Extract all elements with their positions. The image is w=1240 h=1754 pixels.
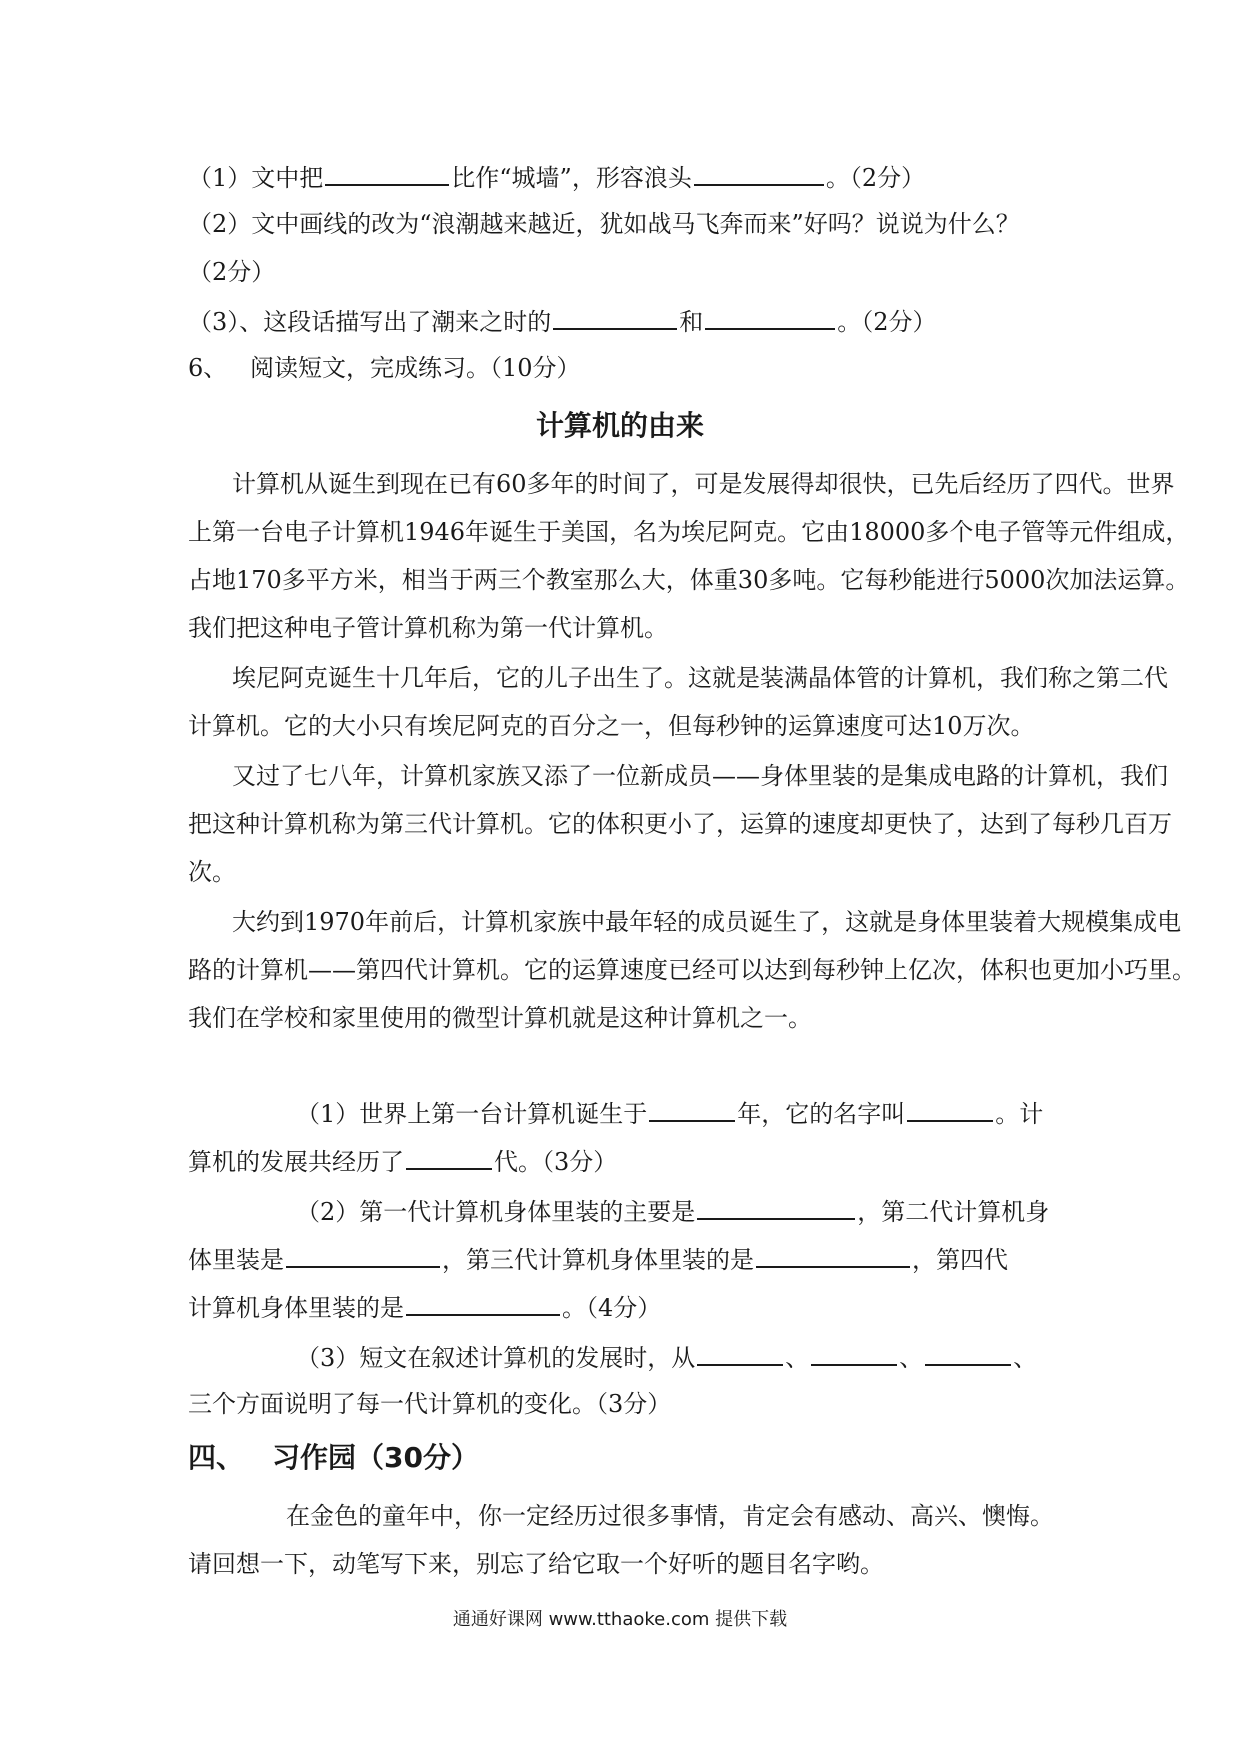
section4-title: 习作园（30分）: [272, 1441, 479, 1474]
q5-sub3-text-b: 和: [679, 308, 704, 336]
q5-sub1: [188, 160, 925, 194]
q6-sub3-sep: 、: [785, 1344, 810, 1372]
article-p1-line: 占地170多平方米，相当于两三个教室那么大，体重30多吨。它每秒能进行5000次加法运算。: [188, 566, 1190, 594]
article-p4-line: 我们在学校和家里使用的微型计算机就是这种计算机之一。: [188, 1004, 812, 1032]
q6-sub2-text-b: ，第二代计算机身: [857, 1198, 1050, 1226]
q6-sub3-sep: 、: [1013, 1344, 1038, 1372]
answer-blank[interactable]: [325, 160, 449, 186]
q6-sub1-text-b: 年，它的名字叫: [737, 1100, 906, 1128]
answer-blank[interactable]: [705, 304, 835, 330]
essay-prompt-line2: 请回想一下，动笔写下来，别忘了给它取一个好听的题目名字哟。: [188, 1550, 884, 1578]
answer-blank[interactable]: [694, 160, 824, 186]
q5-sub2-line1: （2）文中画线的改为“浪潮越来越近，犹如战马飞奔而来”好吗？说说为什么？: [188, 210, 1020, 238]
q6-sub3-line1: [296, 1340, 1037, 1374]
answer-blank[interactable]: [649, 1096, 735, 1122]
q6-instruction: 阅读短文，完成练习。（10分）: [250, 354, 581, 382]
q6-sub1-text-d: 算机的发展共经历了: [188, 1148, 404, 1176]
answer-blank[interactable]: [406, 1290, 560, 1316]
article-p1-line: 计算机从诞生到现在已有60多年的时间了，可是发展得却很快，已先后经历了四代。世界: [232, 470, 1175, 498]
article-p3-line: 次。: [188, 858, 236, 886]
q6-sub2-text-d: ，第三代计算机身体里装的是: [442, 1246, 754, 1274]
q5-sub3: [188, 304, 937, 338]
q6-sub1-line2: [188, 1144, 617, 1178]
footer-watermark: 通通好课网 www.tthaoke.com 提供下载: [452, 1609, 788, 1630]
q6-sub1-text-c: 。计: [995, 1100, 1044, 1128]
article-title: 计算机的由来: [535, 409, 704, 442]
article-p3-line: 把这种计算机称为第三代计算机。它的体积更小了，运算的速度却更快了，达到了每秒几百万: [188, 810, 1172, 838]
q5-sub2-line2: （2分）: [188, 258, 276, 286]
answer-blank[interactable]: [925, 1340, 1011, 1366]
answer-blank[interactable]: [406, 1144, 492, 1170]
answer-blank[interactable]: [553, 304, 677, 330]
q6-sub2-line2: [188, 1242, 1008, 1276]
article-p4-line: 路的计算机——第四代计算机。它的运算速度已经可以达到每秒钟上亿次，体积也更加小巧里。: [188, 956, 1196, 984]
article-p1-line: 我们把这种电子管计算机称为第一代计算机。: [188, 614, 668, 642]
q6-sub2-text-e: ，第四代: [912, 1246, 1008, 1274]
q6-sub2-line3: [188, 1290, 661, 1324]
section4-number: 四、: [188, 1441, 245, 1474]
q6-sub2-text-c: 体里装是: [188, 1246, 284, 1274]
q5-sub1-text-b: 比作“城墙”，形容浪头: [451, 164, 692, 192]
q6-sub1-text-a: （1）世界上第一台计算机诞生于: [296, 1100, 648, 1128]
article-p3-line: 又过了七八年，计算机家族又添了一位新成员——身体里装的是集成电路的计算机，我们: [232, 762, 1168, 790]
answer-blank[interactable]: [286, 1242, 440, 1268]
answer-blank[interactable]: [756, 1242, 910, 1268]
q6-sub1-line1: [296, 1096, 1043, 1130]
q6-sub1-text-e: 代。（3分）: [494, 1148, 618, 1176]
q6-sub2-text-g: 。（4分）: [562, 1294, 662, 1322]
answer-blank[interactable]: [697, 1194, 855, 1220]
article-p4-line: 大约到1970年前后，计算机家族中最年轻的成员诞生了，这就是身体里装着大规模集成电: [232, 908, 1182, 936]
article-p2-line: 埃尼阿克诞生十几年后，它的儿子出生了。这就是装满晶体管的计算机，我们称之第二代: [232, 664, 1168, 692]
q6-number: 6、: [188, 354, 228, 382]
answer-blank[interactable]: [811, 1340, 897, 1366]
article-p2-line: 计算机。它的大小只有埃尼阿克的百分之一，但每秒钟的运算速度可达10万次。: [188, 712, 1035, 740]
q6-sub3-sep: 、: [899, 1344, 924, 1372]
q6-sub2-text-f: 计算机身体里装的是: [188, 1294, 404, 1322]
q5-sub3-text-c: 。（2分）: [837, 308, 937, 336]
q5-sub1-text-a: （1）文中把: [188, 164, 324, 192]
essay-prompt-line1: 在金色的童年中，你一定经历过很多事情，肯定会有感动、高兴、懊悔。: [286, 1502, 1054, 1530]
answer-blank[interactable]: [697, 1340, 783, 1366]
q5-sub3-text-a: （3）、这段话描写出了潮来之时的: [188, 308, 552, 336]
q6-sub3-line2: 三个方面说明了每一代计算机的变化。（3分）: [188, 1390, 672, 1418]
q6-sub2-line1: [296, 1194, 1049, 1228]
q6-sub2-text-a: （2）第一代计算机身体里装的主要是: [296, 1198, 696, 1226]
q5-sub1-text-c: 。（2分）: [825, 164, 926, 192]
article-p1-line: 上第一台电子计算机1946年诞生于美国，名为埃尼阿克。它由18000多个电子管等元件组成，: [188, 518, 1190, 546]
answer-blank[interactable]: [907, 1096, 993, 1122]
q6-sub3-text-a: （3）短文在叙述计算机的发展时，从: [296, 1344, 696, 1372]
